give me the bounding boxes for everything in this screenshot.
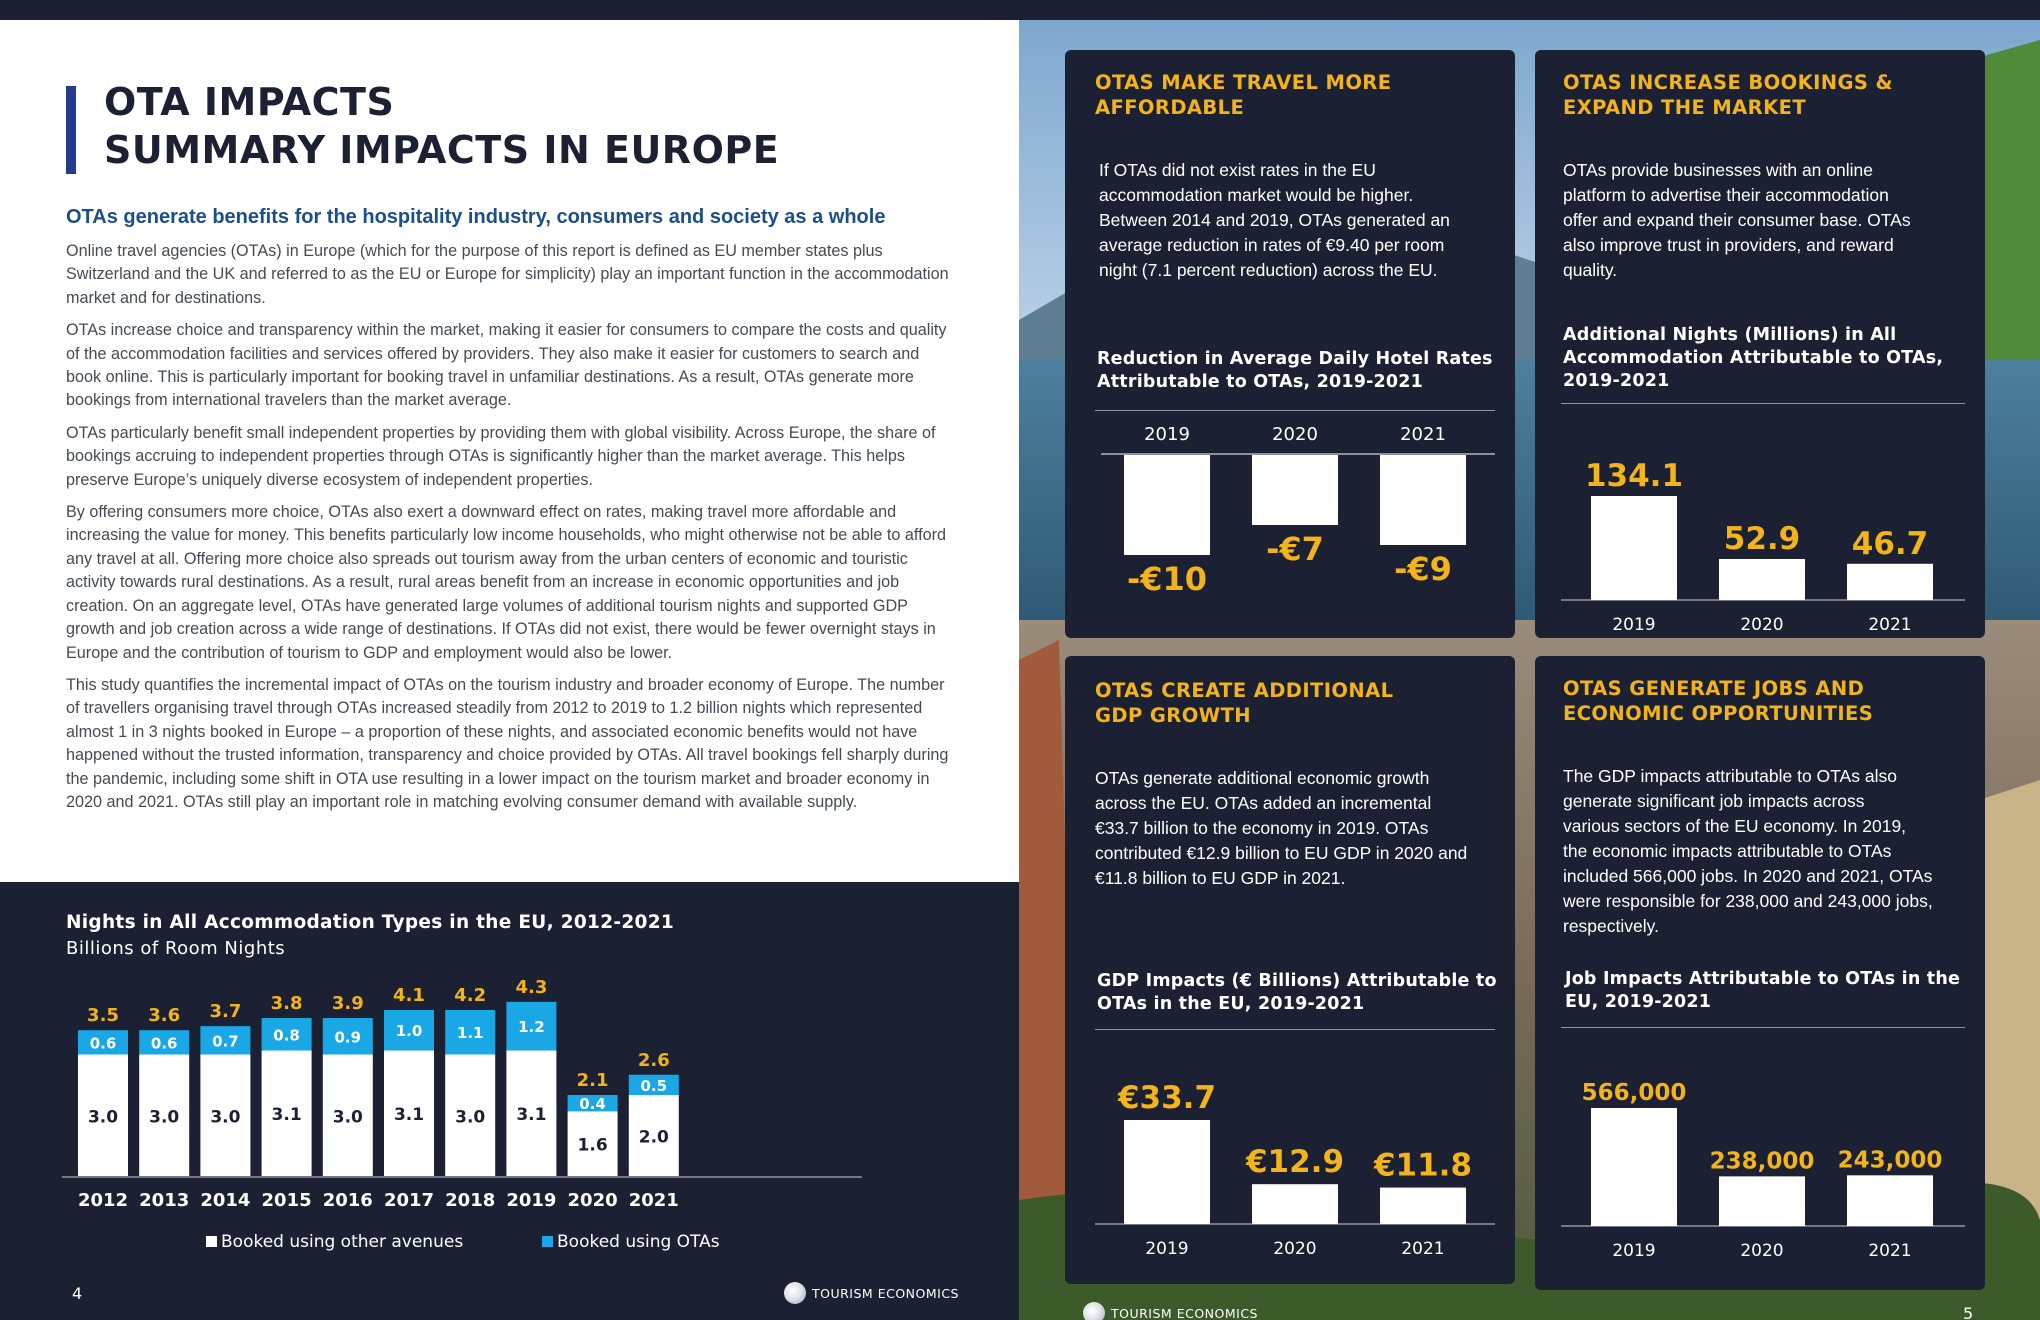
jobs-tick-2020: 2020 — [1740, 1241, 1784, 1261]
rates-tick-2020: 2020 — [1272, 424, 1318, 445]
card-gdp — [1065, 656, 1515, 1284]
chart-title-line: Additional Nights (Millions) in All — [1563, 325, 1897, 345]
left-page — [0, 20, 1019, 882]
rates-tick-2019: 2019 — [1144, 424, 1190, 445]
legend-label-otas: Booked using OTAs — [557, 1232, 720, 1252]
page-number-left: 4 — [72, 1284, 83, 1303]
text-line: If OTAs did not exist rates in the EU — [1099, 160, 1376, 180]
jobs-tick-2019: 2019 — [1612, 1241, 1656, 1261]
label-otas-2014: 0.7 — [212, 1032, 239, 1051]
label-other-2016: 3.0 — [332, 1107, 363, 1128]
text-line: average reduction in rates of €9.40 per room — [1099, 235, 1445, 255]
chart-title-line: Reduction in Average Daily Hotel Rates — [1097, 349, 1493, 369]
text-line: accommodation market would be higher. — [1099, 185, 1414, 205]
added-label-2021: 46.7 — [1851, 525, 1929, 562]
legend-item-otas — [542, 1232, 720, 1252]
label-other-2020: 1.6 — [577, 1135, 608, 1156]
label-other-2021: 2.0 — [638, 1127, 669, 1148]
text-line: generate significant job impacts across — [1563, 791, 1865, 811]
rates-bar-2020 — [1252, 455, 1338, 525]
label-otas-2017: 1.0 — [395, 1022, 423, 1041]
label-other-2019: 3.1 — [516, 1105, 547, 1126]
label-otas-2016: 0.9 — [334, 1028, 362, 1047]
label-other-2013: 3.0 — [149, 1107, 180, 1128]
gdp-label-2020: €12.9 — [1245, 1144, 1345, 1181]
tick-label-2012: 2012 — [77, 1190, 129, 1211]
text-line: various sectors of the EU economy. In 2019, — [1563, 816, 1907, 836]
tick-label-2019: 2019 — [506, 1190, 557, 1211]
jobs-bar-2021 — [1847, 1175, 1933, 1226]
nights-chart-title: Nights in All Accommodation Types in the EU, 2012-2021 — [66, 912, 675, 933]
globe-icon — [1083, 1302, 1105, 1320]
label-otas-2021: 0.5 — [640, 1076, 668, 1095]
nights-added-chart — [1535, 50, 1985, 638]
text-line: platform to advertise their accommodation — [1563, 185, 1889, 205]
tick-label-2015: 2015 — [261, 1190, 312, 1211]
top-bar — [0, 0, 2040, 20]
tick-label-2020: 2020 — [567, 1190, 618, 1211]
card-title-line: OTAS INCREASE BOOKINGS & — [1563, 71, 1893, 94]
tick-label-2014: 2014 — [200, 1190, 251, 1211]
subheading: OTAs generate benefits for the hospitality industry, consumers and society as a whole — [66, 206, 886, 228]
text-line: night (7.1 percent reduction) across the EU. — [1099, 260, 1438, 280]
gdp-bar-2020 — [1252, 1184, 1338, 1224]
gdp-bar-2021 — [1380, 1188, 1466, 1224]
gdp-label-2021: €11.8 — [1373, 1147, 1473, 1184]
jobs-bar-2020 — [1719, 1176, 1805, 1226]
legend-item-other — [206, 1232, 463, 1252]
gdp-tick-2020: 2020 — [1273, 1239, 1317, 1259]
text-line: OTAs provide businesses with an online — [1563, 160, 1873, 180]
card-title-line: OTAS CREATE ADDITIONAL — [1095, 679, 1394, 702]
rates-label-2019: -€10 — [1126, 560, 1208, 598]
nights-chart-panel — [0, 882, 1019, 1320]
card-jobs — [1535, 656, 1985, 1290]
gdp-tick-2021: 2021 — [1401, 1239, 1445, 1259]
text-line: were responsible for 238,000 and 243,000 jobs, — [1563, 891, 1933, 911]
label-total-2016: 3.9 — [331, 993, 364, 1015]
card-affordable — [1065, 50, 1515, 638]
globe-icon — [784, 1282, 806, 1304]
added-tick-2019: 2019 — [1612, 615, 1656, 635]
label-total-2017: 4.1 — [393, 984, 425, 1006]
gdp-chart — [1065, 656, 1515, 1284]
text-line: respectively. — [1563, 916, 1659, 936]
chart-title-line: OTAs in the EU, 2019-2021 — [1097, 994, 1365, 1014]
added-label-2020: 52.9 — [1723, 520, 1801, 557]
rates-label-2021: -€9 — [1394, 550, 1452, 588]
label-otas-2015: 0.8 — [273, 1026, 300, 1045]
chart-title-line: GDP Impacts (€ Billions) Attributable to — [1097, 971, 1497, 991]
nights-chart — [0, 882, 1019, 1320]
legend-swatch-otas — [542, 1236, 553, 1247]
right-page — [1019, 20, 2040, 1320]
label-total-2018: 4.2 — [454, 984, 487, 1006]
gdp-label-2019: €33.7 — [1117, 1080, 1217, 1116]
added-bar-2020 — [1719, 559, 1805, 600]
text-line: contributed €12.9 billion to EU GDP in 2020 and — [1095, 843, 1468, 863]
chart-title-line: 2019-2021 — [1563, 371, 1670, 391]
added-tick-2021: 2021 — [1868, 615, 1912, 635]
text-line: OTAs generate additional economic growth — [1095, 768, 1430, 788]
paragraph: By offering consumers more choice, OTAs also exert a downward effect on rates, making travel more affordable and increasing the value for money. This benefits particularly low income households, who might otherwise not be able to afford any travel at all. Offering more choice also spreads out tourism away from the urban centers of economic and touristic activity towards rural destinations. As a result, rural areas benefit from an increase in economic opportunities and job creation. On an aggregate level, OTAs have generated large volumes of additional tourism nights and supported GDP growth and job creation across a wide range of destinations. If OTAs did not exist, there would be fewer overnight stays in Europe and the contribution of tourism to GDP and employment would also be lower. — [66, 503, 947, 662]
jobs-label-2019: 566,000 — [1581, 1080, 1687, 1106]
chart-title-line: Attributable to OTAs, 2019-2021 — [1097, 372, 1424, 392]
rates-tick-2021: 2021 — [1400, 424, 1446, 445]
gdp-tick-2019: 2019 — [1145, 1239, 1189, 1259]
chart-title-line: Accommodation Attributable to OTAs, — [1563, 348, 1944, 368]
gdp-bar-2019 — [1124, 1120, 1210, 1224]
label-total-2013: 3.6 — [148, 1005, 181, 1027]
paragraph: OTAs particularly benefit small independent properties by providing them with global visibility. Across Europe, the share of bookings accruing to independent properties through OTAs is significantly higher than the market average. This helps preserve Europe’s uniquely diverse ecosystem of independent properties. — [66, 423, 936, 489]
card-title-line: ECONOMIC OPPORTUNITIES — [1563, 702, 1874, 725]
title-accent-bar — [66, 86, 76, 174]
card-title-line: GDP GROWTH — [1095, 704, 1252, 727]
text-line: €11.8 billion to EU GDP in 2021. — [1095, 868, 1346, 888]
page-title — [104, 78, 779, 174]
brand-name-left: TOURISM ECONOMICS — [812, 1285, 959, 1301]
label-other-2018: 3.0 — [455, 1107, 486, 1128]
tick-label-2016: 2016 — [322, 1190, 373, 1211]
label-other-2012: 3.0 — [87, 1107, 119, 1128]
label-otas-2012: 0.6 — [89, 1034, 117, 1053]
card-title-line: EXPAND THE MARKET — [1563, 96, 1807, 119]
tick-label-2013: 2013 — [139, 1190, 190, 1211]
chart-title-line: EU, 2019-2021 — [1565, 992, 1712, 1012]
tick-label-2017: 2017 — [383, 1190, 435, 1211]
tick-label-2018: 2018 — [445, 1190, 496, 1211]
legend-swatch-other — [206, 1236, 217, 1247]
brand-name-right: TOURISM ECONOMICS — [1111, 1305, 1258, 1320]
added-tick-2020: 2020 — [1740, 615, 1784, 635]
card-title-line: OTAS MAKE TRAVEL MORE — [1095, 71, 1392, 94]
label-other-2014: 3.0 — [210, 1107, 241, 1128]
tick-label-2021: 2021 — [628, 1190, 679, 1211]
brand-logo-right — [1083, 1302, 1258, 1320]
label-total-2014: 3.7 — [209, 1001, 242, 1023]
card-bookings — [1535, 50, 1985, 638]
label-otas-2019: 1.2 — [518, 1018, 545, 1037]
text-line: offer and expand their consumer base. OTAs — [1563, 210, 1911, 230]
rates-chart — [1065, 50, 1515, 638]
text-line: across the EU. OTAs added an incremental — [1095, 793, 1432, 813]
text-line: also improve trust in providers, and reward — [1563, 235, 1894, 255]
jobs-chart — [1535, 656, 1985, 1290]
label-otas-2018: 1.1 — [456, 1024, 484, 1043]
paragraph: Online travel agencies (OTAs) in Europe (which for the purpose of this report is defined as EU member states plus Switzerland and the UK and referred to as the EU or Europe for simplicity) play an important function in the accommodation market and for destinations. — [66, 242, 949, 307]
brand-logo-left — [784, 1282, 959, 1304]
chart-title-line: Job Impacts Attributable to OTAs in the — [1565, 969, 1961, 989]
text-line: quality. — [1563, 260, 1618, 280]
rates-bar-2021 — [1380, 455, 1466, 545]
jobs-label-2021: 243,000 — [1837, 1147, 1943, 1174]
added-label-2019: 134.1 — [1584, 458, 1684, 494]
text-line: Between 2014 and 2019, OTAs generated an — [1099, 210, 1450, 230]
text-line: included 566,000 jobs. In 2020 and 2021, OTAs — [1563, 866, 1933, 886]
paragraph: OTAs increase choice and transparency within the market, making it easier for consumers to compare the costs and quality of the accommodation facilities and services offered by providers. They also make it easier for customers to search and book online. This is particularly important for booking travel in unfamiliar destinations. As a result, OTAs generate more bookings from international travelers than the market average. — [66, 321, 947, 410]
label-otas-2020: 0.4 — [579, 1095, 606, 1114]
label-total-2015: 3.8 — [270, 993, 303, 1015]
text-line: The GDP impacts attributable to OTAs also — [1563, 766, 1897, 786]
card-title-line: AFFORDABLE — [1095, 96, 1245, 119]
legend-label-other: Booked using other avenues — [221, 1232, 464, 1252]
jobs-bar-2019 — [1591, 1108, 1677, 1226]
page-title-line-2: SUMMARY IMPACTS IN EUROPE — [104, 128, 780, 172]
jobs-label-2020: 238,000 — [1709, 1148, 1815, 1175]
added-bar-2019 — [1591, 496, 1677, 600]
body-text — [66, 240, 956, 823]
text-line: the economic impacts attributable to OTAs — [1563, 841, 1892, 861]
label-other-2017: 3.1 — [393, 1105, 425, 1126]
label-total-2019: 4.3 — [515, 976, 548, 998]
card-title-line: OTAS GENERATE JOBS AND — [1563, 677, 1865, 700]
added-bar-2021 — [1847, 564, 1933, 600]
nights-chart-subtitle: Billions of Room Nights — [66, 938, 286, 959]
rates-bar-2019 — [1124, 455, 1210, 555]
label-otas-2013: 0.6 — [150, 1034, 178, 1053]
jobs-tick-2021: 2021 — [1868, 1241, 1912, 1261]
page-title-line-1: OTA IMPACTS — [104, 80, 395, 124]
text-line: €33.7 billion to the economy in 2019. OTAs — [1095, 818, 1429, 838]
rates-label-2020: -€7 — [1266, 530, 1324, 568]
label-total-2020: 2.1 — [576, 1070, 609, 1091]
page-number-right: 5 — [1963, 1304, 1974, 1320]
label-total-2021: 2.6 — [637, 1049, 670, 1071]
paragraph: This study quantifies the incremental impact of OTAs on the tourism industry and broader economy of Europe. The number of travellers organising travel through OTAs increased steadily from 2012 to 2019 to 1.2 billion nights which represented almost 1 in 3 nights booked in Europe – a proportion of these nights, and associated economic benefits would not have happened without the trusted information, transparency and choice provided by OTAs. All travel bookings fell sharply during the pandemic, including some shift in OTA use resulting in a lower impact on the tourism market and broader economy in 2020 and 2021. OTAs still play an important role in matching evolving consumer demand with available supply. — [66, 675, 949, 811]
label-total-2012: 3.5 — [87, 1005, 119, 1027]
label-other-2015: 3.1 — [271, 1105, 302, 1126]
